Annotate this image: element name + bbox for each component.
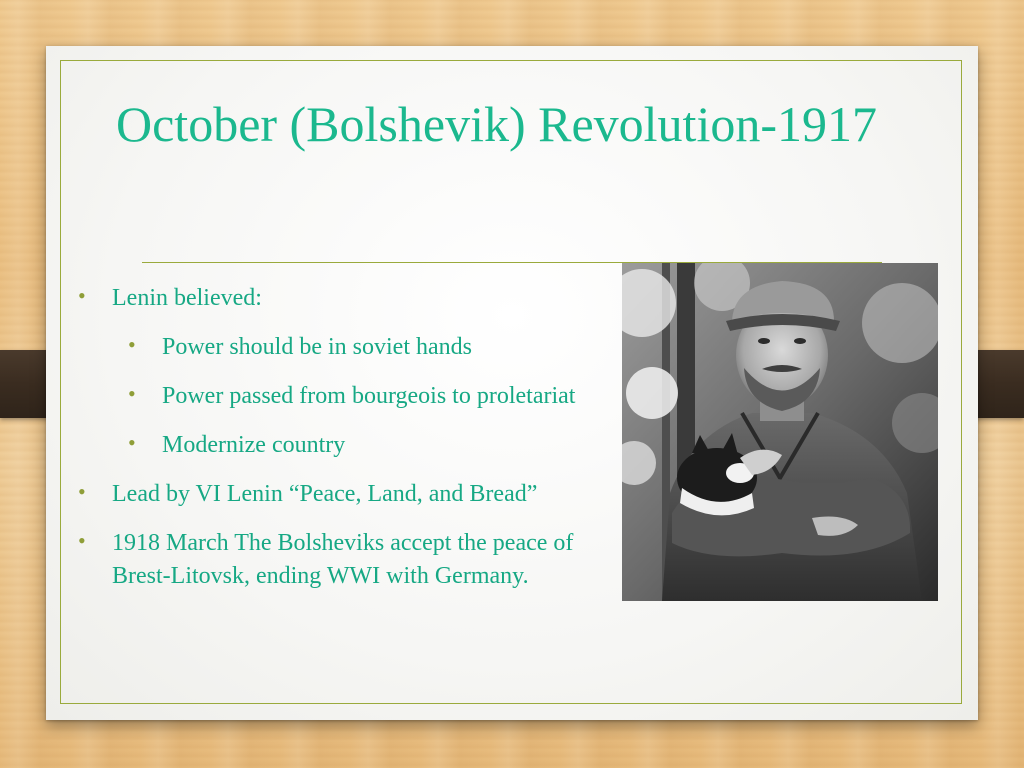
sub-bullet-power-passed	[76, 380, 636, 413]
slide-body	[76, 282, 636, 609]
bullet-dot-icon: •	[128, 430, 136, 455]
bullet-dot-icon: •	[78, 528, 86, 553]
slide-paper	[46, 46, 978, 720]
bullet-text: Power should be in soviet hands	[162, 334, 472, 360]
bullet-dot-icon: •	[78, 479, 86, 504]
sub-bullet-soviet-hands	[76, 331, 636, 364]
bullet-dot-icon: •	[78, 283, 86, 308]
bullet-text: Modernize country	[162, 432, 346, 458]
bullet-brest-litovsk	[76, 527, 636, 593]
bullet-dot-icon: •	[128, 332, 136, 357]
bullet-text: Lead by VI Lenin “Peace, Land, and Bread”	[112, 481, 538, 507]
bullet-text: Lenin believed:	[112, 285, 262, 311]
bullet-dot-icon: •	[128, 381, 136, 406]
sub-bullet-modernize	[76, 429, 636, 462]
bullet-lead-by-lenin	[76, 478, 636, 511]
bullet-text: Power passed from bourgeois to proletariat	[162, 383, 576, 409]
lenin-portrait-photo	[622, 263, 938, 601]
bullet-lenin-believed	[76, 282, 636, 315]
bullet-text: 1918 March The Bolsheviks accept the peace of Brest-Litovsk, ending WWI with Germany.	[112, 530, 574, 589]
slide-title: October (Bolshevik) Revolution-1917	[116, 96, 877, 152]
